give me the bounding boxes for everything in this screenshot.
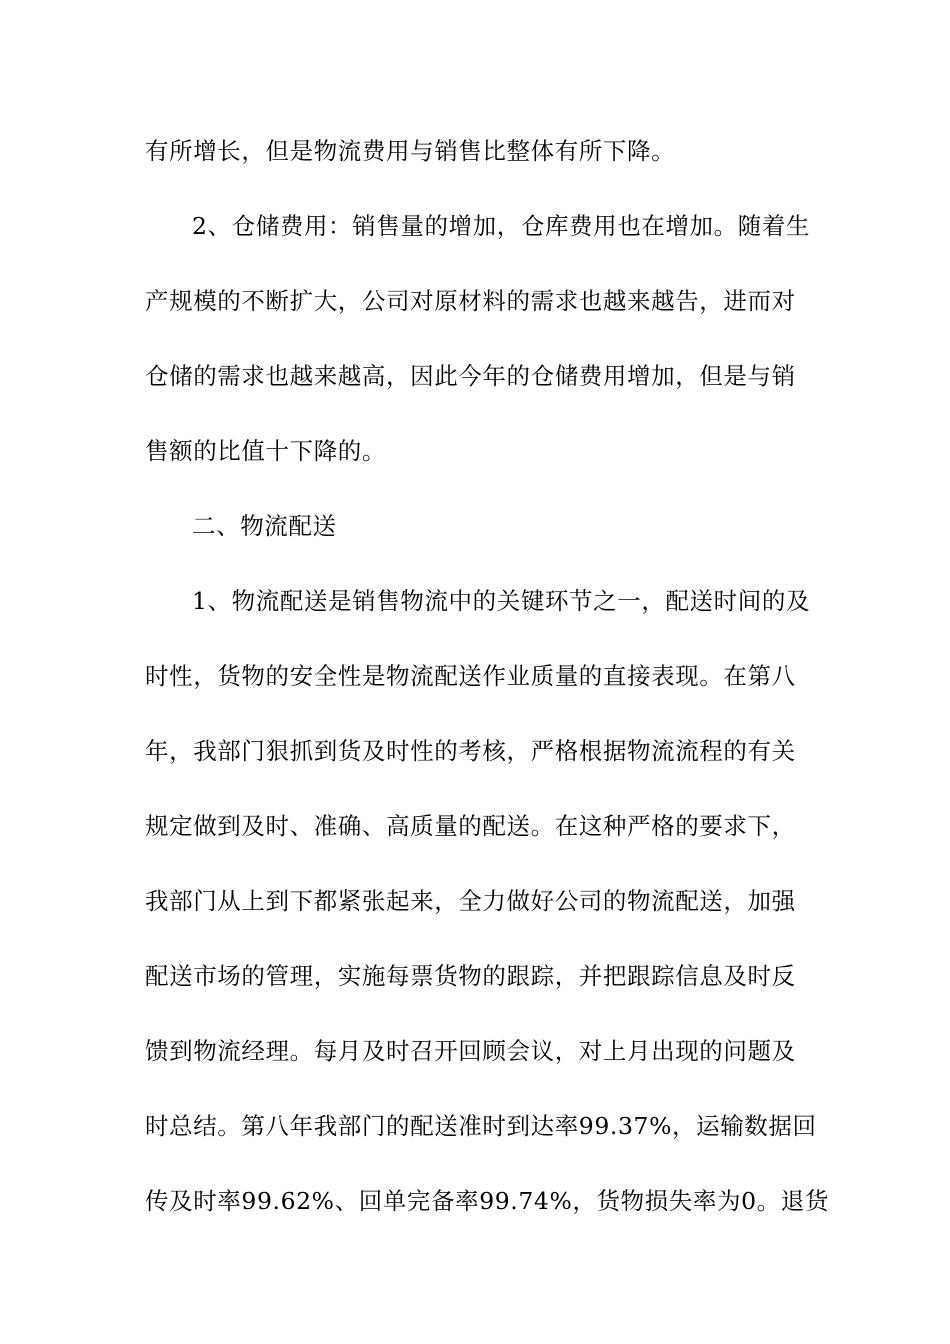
text-line: 售额的比值十下降的。 <box>145 437 386 465</box>
text-line: 传及时率99.62%、回单完备率99.74%，货物损失率为0。退货 <box>145 1187 829 1215</box>
text-line: 2、仓储费用：销售量的增加，仓库费用也在增加。随着生 <box>192 212 811 240</box>
text-line: 产规模的不断扩大，公司对原材料的需求也越来越告，进而对 <box>145 287 796 315</box>
text-line: 时总结。第八年我部门的配送准时到达率99.37%，运输数据回 <box>145 1112 817 1140</box>
text-line: 年，我部门狠抓到货及时性的考核，严格根据物流流程的有关 <box>145 737 796 765</box>
text-line: 规定做到及时、准确、高质量的配送。在这种严格的要求下， <box>145 812 796 840</box>
text-line: 1、物流配送是销售物流中的关键环节之一，配送时间的及 <box>192 587 811 615</box>
text-line: 时性，货物的安全性是物流配送作业质量的直接表现。在第八 <box>145 662 796 690</box>
section-heading: 二、物流配送 <box>192 512 337 540</box>
text-line: 我部门从上到下都紧张起来，全力做好公司的物流配送，加强 <box>145 887 796 915</box>
text-line: 配送市场的管理，实施每票货物的跟踪，并把跟踪信息及时反 <box>145 962 796 990</box>
text-line: 仓储的需求也越来越高，因此今年的仓储费用增加，但是与销 <box>145 362 796 390</box>
text-line: 馈到物流经理。每月及时召开回顾会议，对上月出现的问题及 <box>145 1037 796 1065</box>
text-line: 有所增长，但是物流费用与销售比整体有所下降。 <box>145 137 676 165</box>
